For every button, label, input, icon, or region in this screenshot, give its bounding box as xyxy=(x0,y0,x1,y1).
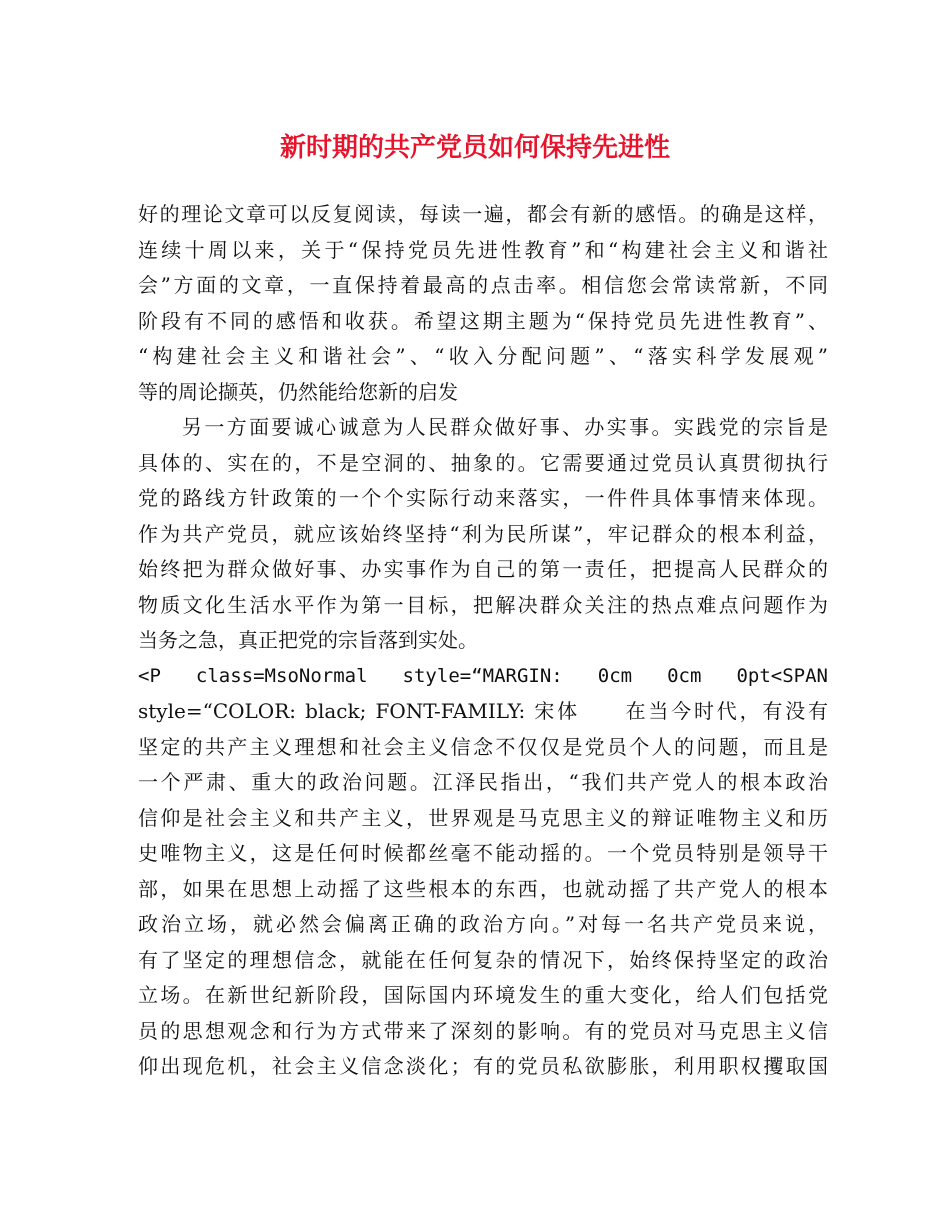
text-line: 始终把为群众做好事、办实事作为自己的第一责任，把提高人民群众的 xyxy=(138,557,828,581)
document-title: 新时期的共产党员如何保持先进性 xyxy=(279,133,670,163)
text-line: style=“COLOR: black; FONT-FAMILY: 宋体 在当今时代，有没有 xyxy=(138,699,828,723)
text-line: 好的理论文章可以反复阅读，每读一遍，都会有新的感悟。的确是这样， xyxy=(138,202,828,226)
text-line: 政治立场，就必然会偏离正确的政治方向。”对每一名共产党员来说， xyxy=(138,912,828,936)
text-line: 党的路线方针政策的一个个实际行动来落实，一件件具体事情来体现。 xyxy=(138,486,828,510)
text-line: 一个严肃、重大的政治问题。江泽民指出，“我们共产党人的根本政治 xyxy=(138,770,828,794)
text-line: 史唯物主义，这是任何时候都丝毫不能动摇的。一个党员特别是领导干 xyxy=(138,841,828,865)
document-body xyxy=(138,197,828,1085)
text-line: 坚定的共产主义理想和社会主义信念不仅仅是党员个人的问题，而且是 xyxy=(138,734,828,759)
text-line: 当务之急，真正把党的宗旨落到实处。 xyxy=(138,628,478,652)
text-line: 另一方面要诚心诚意为人民群众做好事、办实事。实践党的宗旨是 xyxy=(182,415,828,439)
text-line: 阶段有不同的感悟和收获。希望这期主题为“保持党员先进性教育”、 xyxy=(138,308,828,333)
text-line: 会”方面的文章，一直保持着最高的点击率。相信您会常读常新，不同 xyxy=(138,273,828,297)
text-line: 员的思想观念和行为方式带来了深刻的影响。有的党员对马克思主义信 xyxy=(138,1018,828,1043)
text-line: “构建社会主义和谐社会”、“收入分配问题”、“落实科学发展观” xyxy=(138,344,828,368)
text-line: 具体的、实在的，不是空洞的、抽象的。它需要通过党员认真贯彻执行 xyxy=(138,450,828,475)
text-line: 连续十周以来，关于“保持党员先进性教育”和“构建社会主义和谐社 xyxy=(138,237,828,262)
text-line: 仰出现危机，社会主义信念淡化；有的党员私欲膨胀，利用职权攫取国 xyxy=(138,1054,828,1078)
text-line: 等的周论撷英，仍然能给您新的启发 xyxy=(138,379,458,404)
text-line: 部，如果在思想上动摇了这些根本的东西，也就动摇了共产党人的根本 xyxy=(138,876,828,901)
text-line: 信仰是社会主义和共产主义，世界观是马克思主义的辩证唯物主义和历 xyxy=(138,805,828,830)
text-line: 物质文化生活水平作为第一目标，把解决群众关注的热点难点问题作为 xyxy=(138,592,828,617)
text-line: <P class=MsoNormal style=“MARGIN: 0cm 0cm 0pt<SPAN xyxy=(138,664,828,687)
text-line: 有了坚定的理想信念，就能在任何复杂的情况下，始终保持坚定的政治 xyxy=(138,947,828,972)
text-line: 作为共产党员，就应该始终坚持“利为民所谋”，牢记群众的根本利益， xyxy=(138,521,828,546)
text-line: 立场。在新世纪新阶段，国际国内环境发生的重大变化，给人们包括党 xyxy=(138,983,828,1007)
